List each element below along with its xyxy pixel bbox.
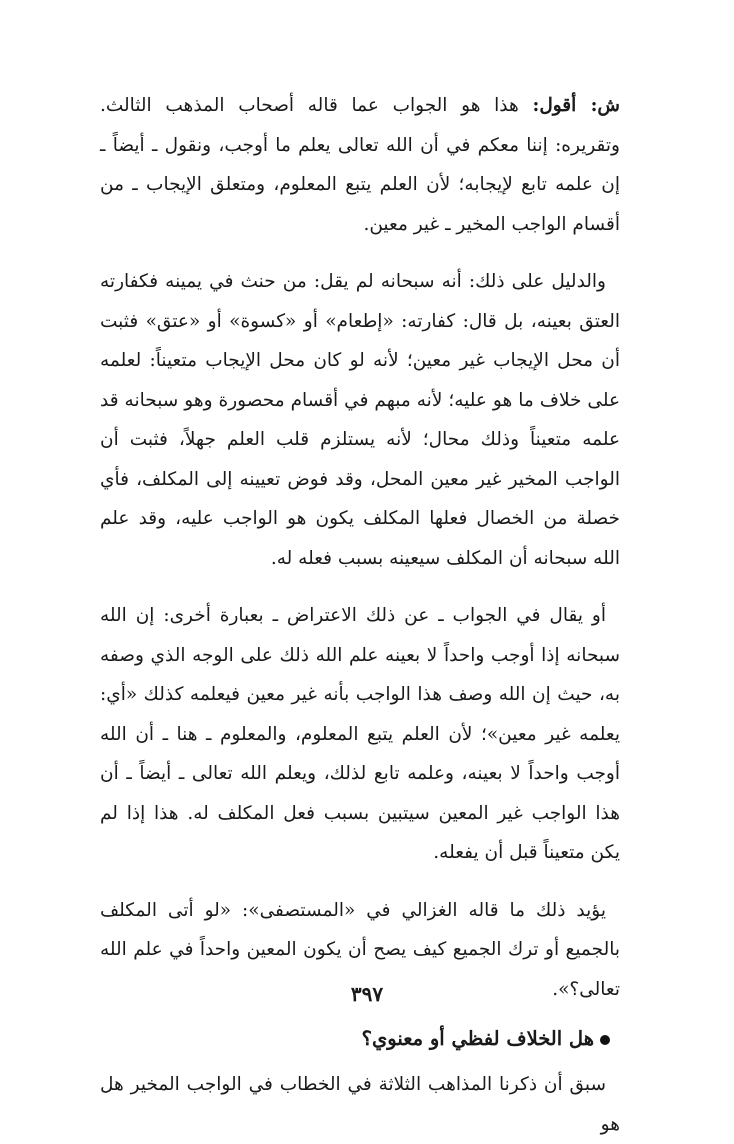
paragraph-3: [100, 596, 620, 873]
paragraph-3-text: أو يقال في الجواب ـ عن ذلك الاعتراض ـ بعبارة أخرى: إن الله سبحانه إذا أوجب واحداً لا بعينه علم الله ذلك على الوجه الذي وصفه به، حيث إن الله وصف هذا الواجب بأنه غير معين فيعلمه كذلك «أي: يعلمه غير معين»؛ لأن العلم يتبع المعلوم، والمعلوم ـ هنا ـ أن الله أوجب واحداً لا بعينه، وعلمه تابع لذلك، ويعلم الله تعالى ـ أيضاً ـ أن هذا الواجب غير المعين سيتبين بسبب فعل المكلف له. هذا إذا لم يكن متعيناً قبل أن يفعله.: [100, 605, 620, 863]
paragraph-1-text: هذا هو الجواب عما قاله أصحاب المذهب الثالث. وتقريره: إننا معكم في أن الله تعالى يعلم ما أوجب، ونقول ـ أيضاً ـ إن علمه تابع لإيجابه؛ لأن العلم يتبع المعلوم، ومتعلق الإيجاب ـ من أقسام الواجب المخير ـ غير معين.: [100, 95, 620, 235]
paragraph-4-text: يؤيد ذلك ما قاله الغزالي في «المستصفى»: «لو أتى المكلف بالجميع أو ترك الجميع كيف يصح أن يكون المعين واحداً في علم الله تعالى؟».: [100, 899, 620, 1000]
section-heading: [100, 1019, 620, 1059]
paragraph-2: [100, 262, 620, 578]
paragraph-2-text: والدليل على ذلك: أنه سبحانه لم يقل: من حنث في يمينه فكفارته العتق بعينه، بل قال: كفارته: «إطعام» أو «كسوة» أو «عتق» فثبت أن محل الإيجاب غير معين؛ لأنه لو كان محل الإيجاب متعيناً: لعلمه على خلاف ما هو عليه؛ لأنه مبهم في أقسام محصورة وهو سبحانه قد علمه متعيناً وذلك محال؛ لأنه يستلزم قلب العلم جهلاً، فثبت أن الواجب المخير غير معين المحل، وقد فوض تعيينه إلى المكلف، فأي خصلة من الخصال فعلها المكلف يكون هو الواجب عليه، وقد علم الله سبحانه أن المكلف سيعينه بسبب فعله له.: [100, 271, 620, 569]
paragraph-1-lead: ش: أقول:: [532, 95, 620, 116]
page-number: ٣٩٧: [350, 982, 384, 1006]
closing-paragraph-text: سبق أن ذكرنا المذاهب الثلاثة في الخطاب في الواجب المخير هل هو: [100, 1074, 620, 1135]
closing-paragraph: [100, 1065, 620, 1144]
section-heading-text: هل الخلاف لفظي أو معنوي؟: [361, 1027, 594, 1050]
bullet-icon: [600, 1035, 610, 1045]
paragraph-1: [100, 86, 620, 244]
